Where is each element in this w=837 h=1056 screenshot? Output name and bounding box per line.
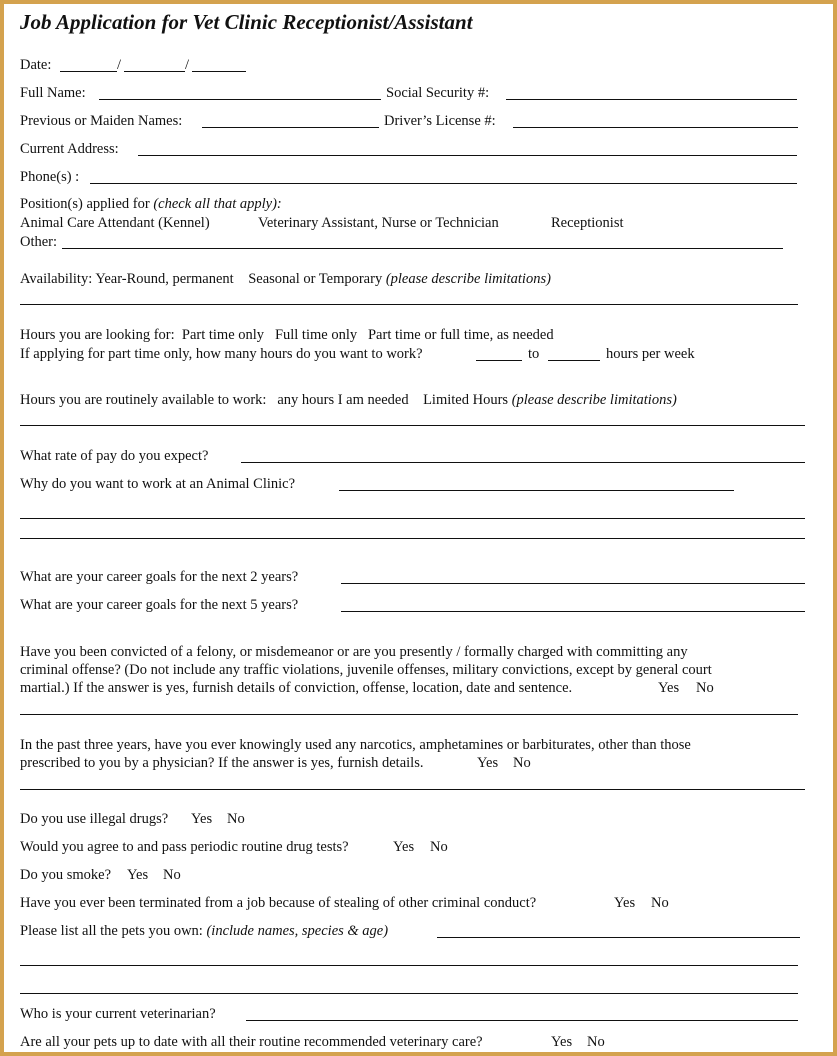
pets-care-question: Are all your pets up to date with all their routine recommended veterinary care? <box>20 1034 483 1050</box>
terminated-no-option[interactable]: No <box>651 895 669 911</box>
hours-available-heading <box>20 392 677 409</box>
illegal-drugs-no-option[interactable]: No <box>227 811 245 827</box>
previous-names-label: Previous or Maiden Names: <box>20 113 183 129</box>
hours-available-label: Hours you are routinely available to work: <box>20 392 267 408</box>
availability-label: Availability: <box>20 271 93 287</box>
felony-question-line: criminal offense? (Do not include any traffic violations, juvenile offenses, military convictions, except by general court <box>20 662 712 678</box>
pets-heading <box>20 923 388 940</box>
smoke-no-option[interactable]: No <box>163 867 181 883</box>
felony-no-option[interactable]: No <box>696 680 714 696</box>
felony-question-line: martial.) If the answer is yes, furnish details of conviction, offense, location, date and sentence. <box>20 680 573 696</box>
goals-5-years-field[interactable] <box>341 611 805 612</box>
part-time-hours-min-field[interactable] <box>476 360 522 361</box>
phone-label: Phone(s) : <box>20 169 80 185</box>
availability-option-seasonal[interactable]: Seasonal or Temporary <box>248 271 383 287</box>
ssn-field[interactable] <box>506 99 797 100</box>
terminated-question: Have you ever been terminated from a job because of stealing of other criminal conduct? <box>20 895 537 911</box>
phone-field[interactable] <box>90 183 797 184</box>
narcotics-yes-option[interactable]: Yes <box>477 755 499 771</box>
why-label: Why do you want to work at an Animal Clinic? <box>20 476 296 492</box>
date-day-field[interactable] <box>124 71 185 72</box>
positions-note: (check all that apply): <box>153 196 282 212</box>
positions-heading <box>20 196 282 213</box>
narcotics-no-option[interactable]: No <box>513 755 531 771</box>
illegal-drugs-yes-option[interactable]: Yes <box>191 811 213 827</box>
drivers-license-label: Driver’s License #: <box>384 113 496 129</box>
form-title: Job Application for Vet Clinic Receptionist/Assistant <box>20 10 473 34</box>
position-option-kennel[interactable]: Animal Care Attendant (Kennel) <box>20 215 210 231</box>
narcotics-question-line: prescribed to you by a physician? If the answer is yes, furnish details. <box>20 755 424 771</box>
hours-available-option-any[interactable]: any hours I am needed <box>277 392 409 408</box>
part-time-hours-to-label: to <box>528 346 540 362</box>
hours-option-part-time[interactable]: Part time only <box>181 327 265 343</box>
address-label: Current Address: <box>20 141 119 157</box>
ssn-label: Social Security #: <box>386 85 490 101</box>
availability-heading <box>20 271 551 288</box>
felony-question-line: Have you been convicted of a felony, or misdemeanor or are you presently / formally charged with committing any <box>20 644 688 660</box>
why-field[interactable] <box>339 490 734 491</box>
position-other-field[interactable] <box>62 248 783 249</box>
why-field-line[interactable] <box>20 518 805 519</box>
position-other-label: Other: <box>20 234 58 250</box>
date-separator: / <box>117 57 122 73</box>
goals-2-years-label: What are your career goals for the next 2 years? <box>20 569 299 585</box>
hours-looking-heading <box>20 327 554 344</box>
drug-tests-yes-option[interactable]: Yes <box>393 839 415 855</box>
goals-5-years-label: What are your career goals for the next 5 years? <box>20 597 299 613</box>
pets-field[interactable] <box>437 937 800 938</box>
pets-label: Please list all the pets you own: <box>20 923 203 939</box>
part-time-hours-suffix: hours per week <box>606 346 695 362</box>
availability-option-year-round[interactable]: Year-Round, permanent <box>95 271 234 287</box>
pay-field[interactable] <box>241 462 805 463</box>
illegal-drugs-question: Do you use illegal drugs? <box>20 811 169 827</box>
full-name-field[interactable] <box>99 99 381 100</box>
hours-available-option-limited[interactable]: Limited Hours <box>423 392 509 408</box>
narcotics-question-line: In the past three years, have you ever knowingly used any narcotics, amphetamines or barbiturates, other than those <box>20 737 691 753</box>
address-field[interactable] <box>138 155 797 156</box>
hours-option-either[interactable]: Part time or full time, as needed <box>367 327 554 343</box>
felony-details-field[interactable] <box>20 714 798 715</box>
position-option-receptionist[interactable]: Receptionist <box>551 215 624 231</box>
availability-limitations-field[interactable] <box>20 304 798 305</box>
part-time-hours-max-field[interactable] <box>548 360 600 361</box>
smoke-question: Do you smoke? <box>20 867 112 883</box>
pets-field-line[interactable] <box>20 965 798 966</box>
hours-available-limitations-field[interactable] <box>20 425 805 426</box>
availability-note: (please describe limitations) <box>385 271 551 287</box>
pets-note: (include names, species & age) <box>206 923 389 939</box>
drivers-license-field[interactable] <box>513 127 798 128</box>
smoke-yes-option[interactable]: Yes <box>127 867 149 883</box>
pay-label: What rate of pay do you expect? <box>20 448 209 464</box>
date-label: Date: <box>20 57 52 73</box>
drug-tests-no-option[interactable]: No <box>430 839 448 855</box>
date-separator: / <box>185 57 190 73</box>
veterinarian-field[interactable] <box>246 1020 798 1021</box>
part-time-hours-question: If applying for part time only, how many hours do you want to work? <box>20 346 423 362</box>
drug-tests-question: Would you agree to and pass periodic routine drug tests? <box>20 839 349 855</box>
full-name-label: Full Name: <box>20 85 86 101</box>
hours-available-note: (please describe limitations) <box>511 392 677 408</box>
previous-names-field[interactable] <box>202 127 379 128</box>
veterinarian-label: Who is your current veterinarian? <box>20 1006 216 1022</box>
narcotics-details-field[interactable] <box>20 789 805 790</box>
date-month-field[interactable] <box>60 71 117 72</box>
pets-care-yes-option[interactable]: Yes <box>551 1034 573 1050</box>
date-year-field[interactable] <box>192 71 246 72</box>
hours-looking-label: Hours you are looking for: <box>20 327 175 343</box>
why-field-line[interactable] <box>20 538 805 539</box>
pets-field-line[interactable] <box>20 993 798 994</box>
terminated-yes-option[interactable]: Yes <box>614 895 636 911</box>
positions-label: Position(s) applied for <box>20 196 150 212</box>
position-option-vet-assistant[interactable]: Veterinary Assistant, Nurse or Technician <box>258 215 499 231</box>
goals-2-years-field[interactable] <box>341 583 805 584</box>
hours-option-full-time[interactable]: Full time only <box>274 327 358 343</box>
felony-yes-option[interactable]: Yes <box>658 680 680 696</box>
pets-care-no-option[interactable]: No <box>587 1034 605 1050</box>
